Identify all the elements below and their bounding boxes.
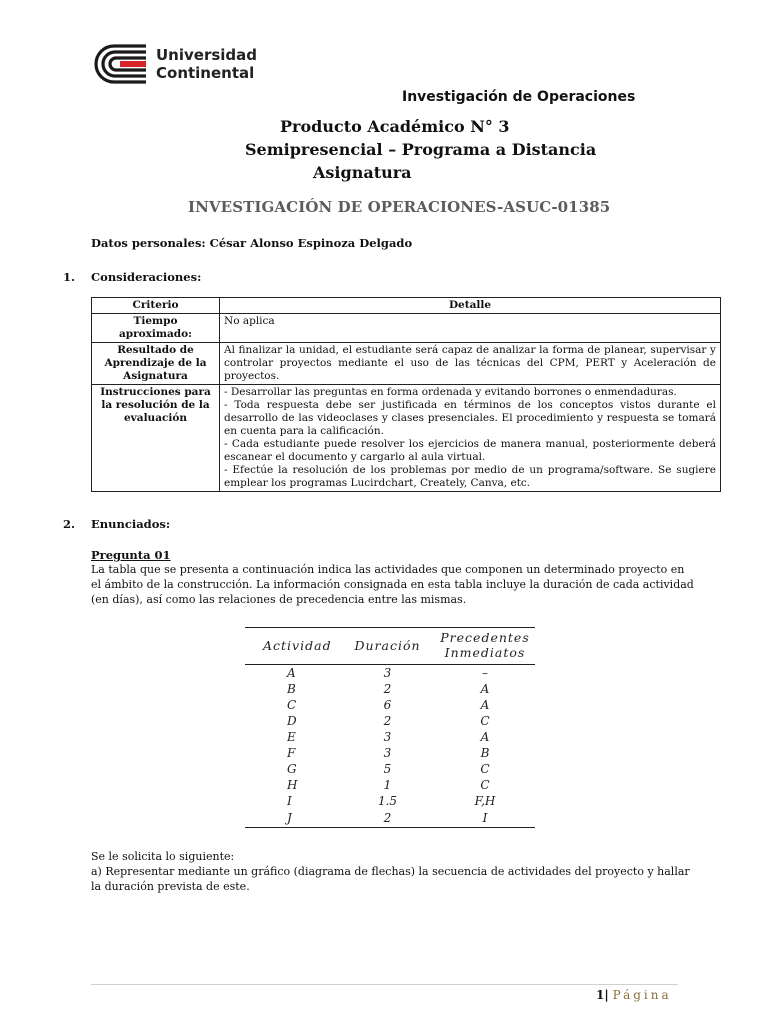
personal-data: Datos personales: César Alonso Espinoza Delgado (91, 236, 413, 250)
instruction-item: - Cada estudiante puede resolver los ejercicios de manera manual, posteriormente deberá escanear el documento y cargarlo al aula virtual. (224, 438, 716, 463)
activity-row (245, 745, 535, 761)
duration-cell: 3 (383, 666, 392, 680)
activity-row (245, 681, 535, 697)
continental-logo-icon (90, 42, 148, 86)
course-header: Investigación de Operaciones (402, 89, 636, 105)
document-subtitle: Semipresencial – Programa a Distancia (245, 140, 597, 159)
header-criterio: Criterio (92, 298, 220, 314)
predecessor-cell: F,H (474, 794, 496, 808)
detalle-text: No aplica (224, 315, 275, 327)
section-number: 2. (63, 517, 76, 531)
section-number: 1. (63, 270, 76, 284)
header-duracion: Duración (340, 628, 435, 665)
activity-cell: G (287, 762, 297, 776)
activity-cell: F (287, 746, 296, 760)
activity-row (245, 777, 535, 793)
activity-row (245, 793, 535, 809)
predecessor-cell: I (435, 809, 535, 827)
detalle-cell (220, 343, 721, 385)
request-line: la duración prevista de este. (91, 880, 250, 893)
section-considerations-heading (63, 270, 201, 284)
predecessor-cell: C (480, 762, 490, 776)
statement-line: el ámbito de la construcción. La información consignada en esta tabla incluye la duración de cada actividad (91, 578, 694, 591)
statement-line: La tabla que se presenta a continuación indica las actividades que componen un determinado proyecto en (91, 563, 685, 576)
subject-code: INVESTIGACIÓN DE OPERACIONES-ASUC-01385 (188, 198, 611, 216)
instruction-item: - Efectúe la resolución de los problemas por medio de un programa/software. Se sugiere emplear los programas Lucirdchart, Creately, Canva, etc. (224, 464, 716, 489)
duration-cell: 3 (383, 730, 392, 744)
footer-divider (91, 984, 678, 985)
predecessor-cell: C (480, 778, 490, 792)
activity-cell: E (287, 730, 296, 744)
duration-cell: 5 (383, 762, 392, 776)
section-title: Consideraciones: (91, 270, 202, 284)
activity-row (245, 713, 535, 729)
detalle-text: Al finalizar la unidad, el estudiante será capaz de analizar la forma de planear, supervisar y controlar proyectos mediante el uso de las técnicas del CPM, PERT y Aceleración de proyectos. (224, 344, 716, 382)
request-text (91, 849, 691, 894)
activity-row (245, 697, 535, 713)
detalle-cell (220, 385, 721, 492)
duration-cell: 6 (383, 698, 392, 712)
activity-row (245, 665, 535, 682)
university-logo (90, 42, 260, 86)
predecessor-cell: C (480, 714, 490, 728)
instruction-item: - Toda respuesta debe ser justificada en términos de los conceptos vistos durante el desarrollo de las videoclases y clases presenciales. El procedimiento y respuesta se tomará en cuenta para la calificación. (224, 399, 716, 437)
header-detalle: Detalle (220, 298, 721, 314)
header-precedentes-line2: Inmediatos (444, 645, 526, 660)
section-title: Enunciados: (91, 517, 171, 531)
logo-line-2: Continental (156, 64, 255, 82)
section-enunciados-heading (63, 517, 170, 531)
activity-cell: D (287, 714, 297, 728)
activity-row (245, 729, 535, 745)
page-label: Página (612, 988, 672, 1002)
header-precedentes (435, 628, 535, 665)
question-statement (91, 562, 694, 607)
activity-cell: J (245, 809, 340, 827)
activity-table (245, 627, 535, 828)
detalle-cell (220, 314, 721, 343)
page-footer (596, 988, 672, 1002)
duration-cell: 2 (340, 809, 435, 827)
document-title: Producto Académico N° 3 (280, 117, 510, 136)
activity-header-row (245, 628, 535, 665)
criterio-cell: Resultado de Aprendizaje de la Asignatura (92, 343, 220, 385)
duration-cell: 1 (383, 778, 392, 792)
predecessor-cell: A (480, 730, 490, 744)
predecessor-cell: – (482, 666, 488, 680)
activity-cell: H (287, 778, 298, 792)
predecessor-cell: A (480, 682, 490, 696)
instruction-item: - Desarrollar las preguntas en forma ordenada y evitando borrones o enmendaduras. (224, 386, 677, 398)
considerations-table (91, 297, 721, 492)
duration-cell: 1.5 (377, 794, 398, 808)
request-line: a) Representar mediante un gráfico (diagrama de flechas) la secuencia de actividades del proyecto y hallar (91, 865, 690, 878)
statement-line: (en días), así como las relaciones de precedencia entre las mismas. (91, 593, 467, 606)
activity-table-body (245, 665, 535, 828)
activity-cell: B (287, 682, 296, 696)
activity-row (245, 809, 535, 827)
header-actividad: Actividad (245, 628, 340, 665)
duration-cell: 2 (383, 682, 392, 696)
predecessor-cell: B (480, 746, 490, 760)
table-row (92, 314, 721, 343)
document-subtitle-2: Asignatura (313, 163, 412, 182)
logo-line-1: Universidad (156, 46, 258, 64)
table-row (92, 343, 721, 385)
criterio-cell: Tiempo aproximado: (92, 314, 220, 343)
activity-cell: C (287, 698, 297, 712)
predecessor-cell: A (480, 698, 490, 712)
table-header-row (92, 298, 721, 314)
request-line: Se le solicita lo siguiente: (91, 850, 235, 863)
duration-cell: 2 (383, 714, 392, 728)
table-row (92, 385, 721, 492)
activity-cell: A (287, 666, 296, 680)
logo-wordmark (156, 46, 257, 82)
page-number: 1 (596, 988, 605, 1002)
header-precedentes-line1: Precedentes (440, 630, 530, 645)
activity-cell: I (287, 794, 292, 808)
question-title: Pregunta 01 (91, 548, 171, 562)
activity-row (245, 761, 535, 777)
duration-cell: 3 (383, 746, 392, 760)
page-separator: | (604, 988, 609, 1002)
criterio-cell: Instrucciones para la resolución de la evaluación (92, 385, 220, 492)
